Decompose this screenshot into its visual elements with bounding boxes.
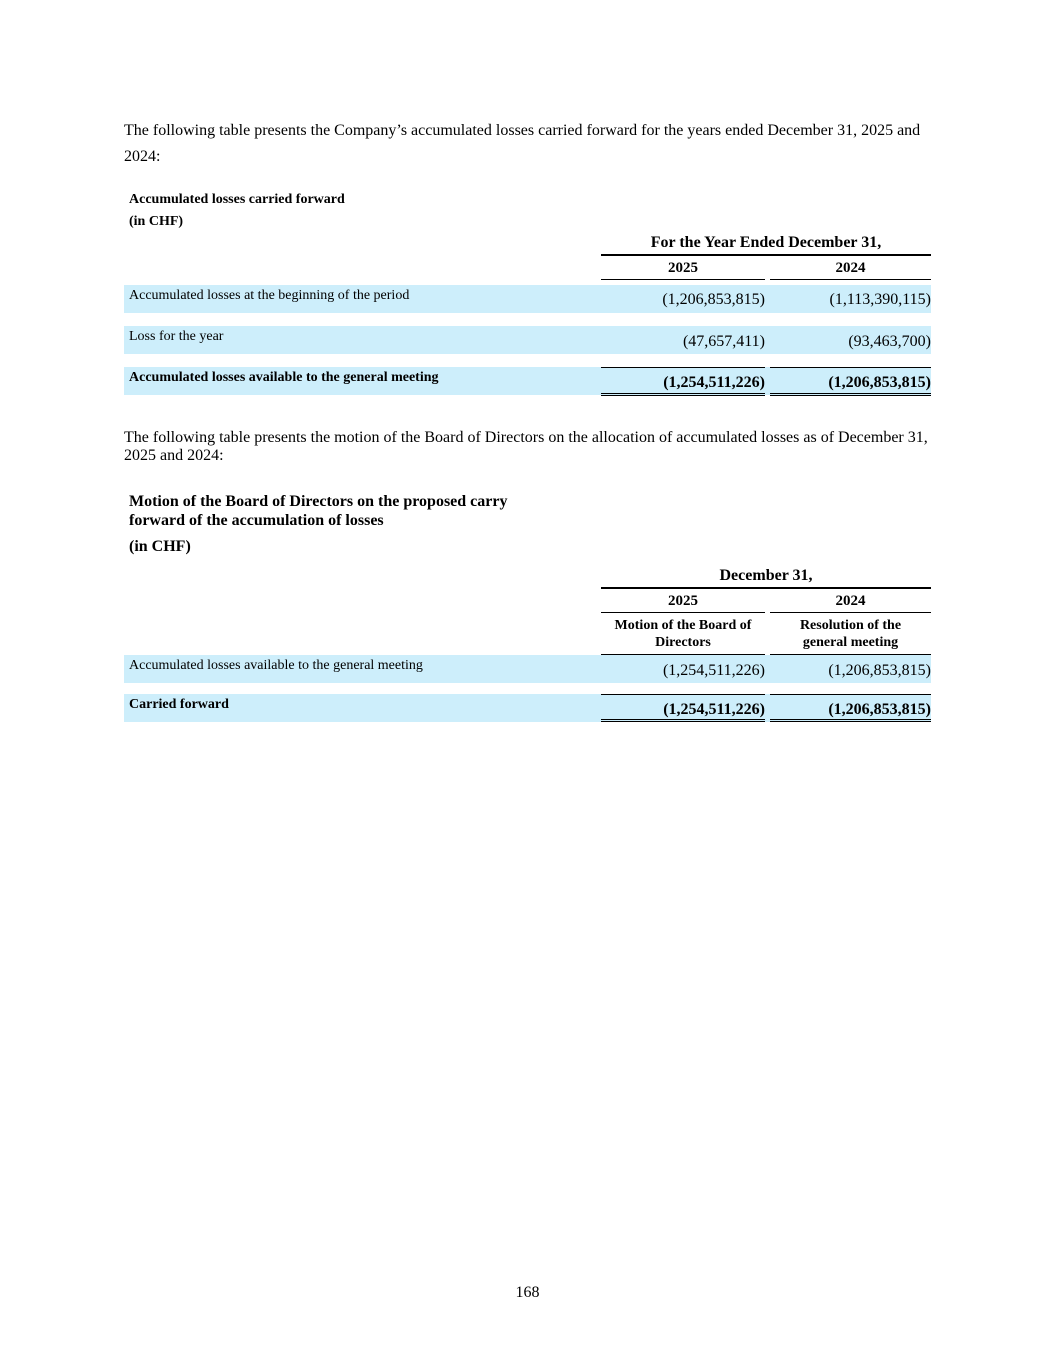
table2-row-available-2024: (1,206,853,815) bbox=[828, 662, 931, 679]
table1-row-loss-2025: (47,657,411) bbox=[682, 333, 765, 350]
table1-double-rule-2025 bbox=[601, 393, 765, 396]
table2-subheader-2025-line2: Directors bbox=[655, 635, 711, 650]
table2-total-rule-2025 bbox=[601, 694, 765, 695]
page-number: 168 bbox=[515, 1284, 540, 1301]
table2-row-carried-2025: (1,254,511,226) bbox=[663, 701, 765, 718]
table1-col-2024: 2024 bbox=[770, 260, 931, 280]
table2-total-rule-2024 bbox=[770, 694, 931, 695]
table1-row-available-2025: (1,254,511,226) bbox=[663, 374, 765, 391]
table2-col-2024: 2024 bbox=[770, 593, 931, 613]
table1-caption-unit: (in CHF) bbox=[129, 214, 184, 229]
table2-caption-line2: forward of the accumulation of losses bbox=[129, 512, 384, 529]
table2-subheader-2024-line2: general meeting bbox=[802, 635, 899, 650]
table2-caption-line1: Motion of the Board of Directors on the proposed carry bbox=[129, 493, 508, 510]
table1-col-2025: 2025 bbox=[601, 260, 765, 280]
table1-row-beginning-2025: (1,206,853,815) bbox=[662, 291, 765, 308]
table2-row-available-2025: (1,254,511,226) bbox=[662, 662, 765, 679]
table2-col-2025: 2025 bbox=[601, 593, 765, 613]
table1-row-beginning-2024: (1,113,390,115) bbox=[829, 291, 931, 308]
table2-subheader-2024-line1: Resolution of the bbox=[799, 618, 902, 633]
intro-paragraph-1: The following table presents the Company’s accumulated losses carried forward for the years ended December 31, 2025 and 2024: bbox=[124, 122, 921, 165]
table2-double-rule-2025 bbox=[601, 719, 765, 722]
table1-total-rule-2024 bbox=[770, 367, 931, 368]
table2-row-carried-2024: (1,206,853,815) bbox=[828, 701, 931, 718]
table1-span-header: For the Year Ended December 31, bbox=[601, 234, 931, 256]
table2-row-carried-label: Carried forward bbox=[129, 697, 229, 712]
table1-row-available-label: Accumulated losses available to the general meeting bbox=[129, 370, 439, 385]
table1-row-beginning-label: Accumulated losses at the beginning of the period bbox=[129, 288, 410, 303]
intro-paragraph-2: The following table presents the motion of the Board of Directors on the allocation of accumulated losses as of December 31, 2025 and 2024: bbox=[124, 429, 928, 464]
table1-double-rule-2024 bbox=[770, 393, 931, 396]
table2-row-available-label: Accumulated losses available to the general meeting bbox=[129, 658, 423, 673]
table1-caption-title: Accumulated losses carried forward bbox=[129, 192, 345, 207]
table2-subheader-2025-line1: Motion of the Board of bbox=[614, 618, 752, 633]
table2-subheader-2024 bbox=[770, 617, 931, 651]
table2-double-rule-2024 bbox=[770, 719, 931, 722]
table2-subheader-2025 bbox=[601, 617, 765, 651]
table1-row-available-2024: (1,206,853,815) bbox=[828, 374, 931, 391]
table2-caption-unit: (in CHF) bbox=[129, 538, 191, 555]
table1-row-loss-label: Loss for the year bbox=[129, 329, 224, 344]
table2-span-header: December 31, bbox=[601, 567, 931, 589]
table1-total-rule-2025 bbox=[601, 367, 765, 368]
table1-row-loss-2024: (93,463,700) bbox=[848, 333, 931, 350]
